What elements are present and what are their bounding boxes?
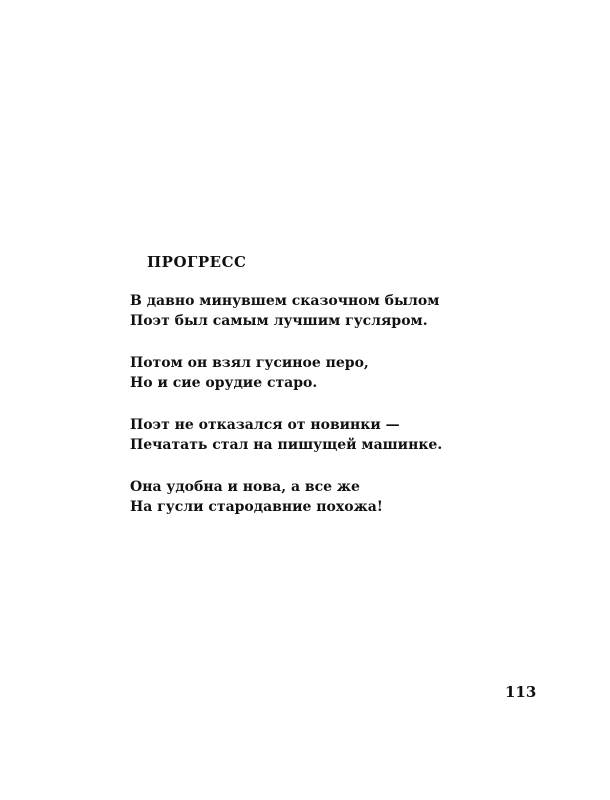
poem-line: На гусли стародавние похожа! — [130, 499, 383, 515]
poem-line: Она удобна и нова, а все же — [130, 479, 360, 495]
poem-line: Потом он взял гусиное перо, — [130, 355, 369, 371]
poem-title: ПРОГРЕСС — [147, 253, 247, 271]
poem-line: Поэт был самым лучшим гусляром. — [130, 313, 428, 329]
stanza-2 — [130, 353, 530, 393]
stanza-4 — [130, 477, 530, 517]
poem-line: Печатать стал на пишущей машинке. — [130, 437, 443, 453]
stanza-1 — [130, 291, 530, 331]
poem-line: Поэт не отказался от новинки — — [130, 417, 400, 433]
poem-line: В давно минувшем сказочном былом — [130, 293, 440, 309]
stanza-3 — [130, 415, 530, 455]
poem-body — [130, 291, 530, 539]
page-number: 113 — [505, 683, 537, 701]
poem-line: Но и сие орудие старо. — [130, 375, 318, 391]
